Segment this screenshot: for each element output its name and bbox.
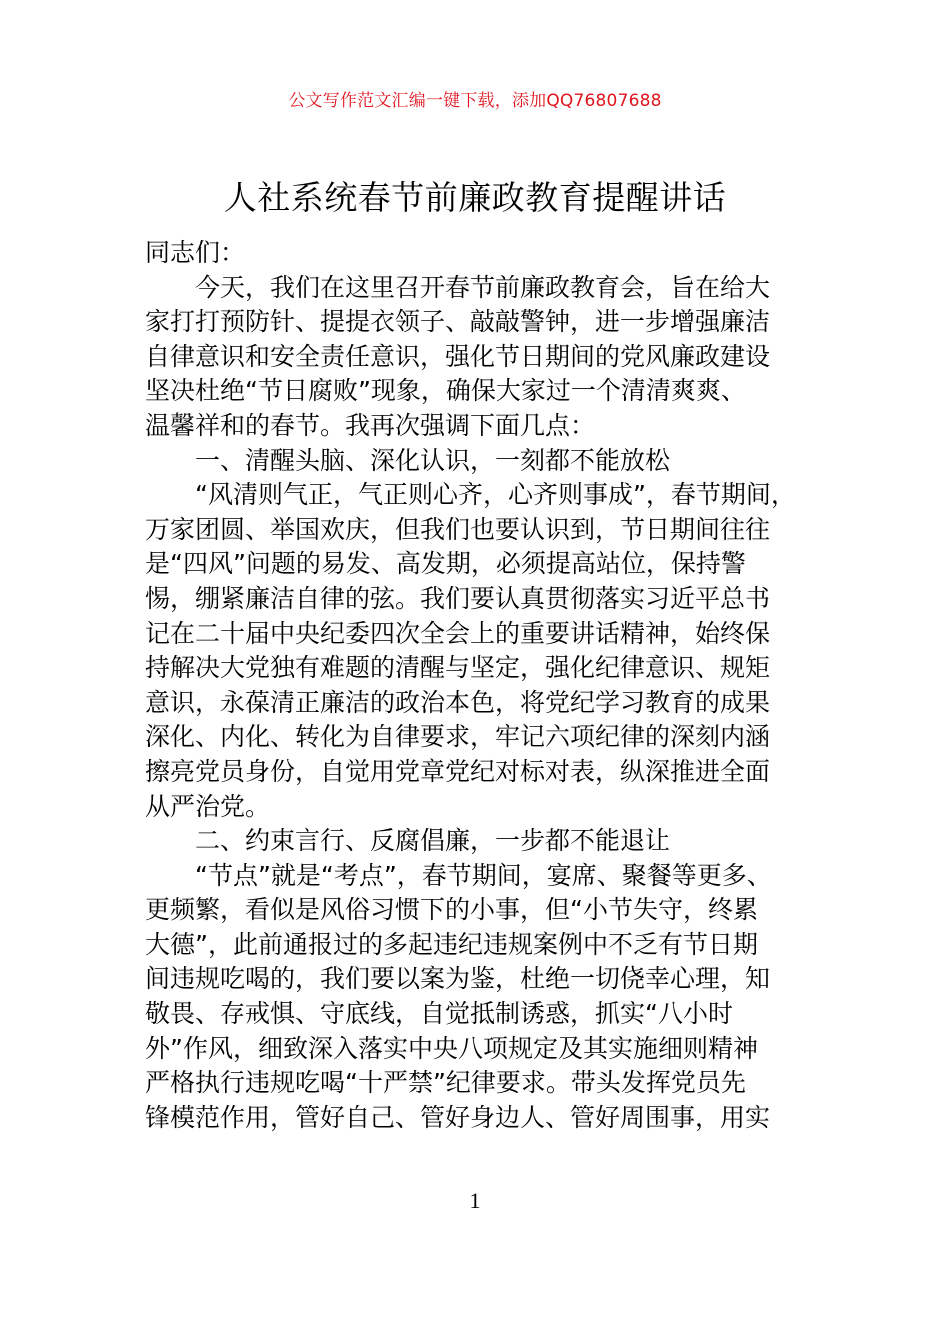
body-line: “风清则气正，气正则心齐，心齐则事成”，春节期间， (145, 480, 796, 510)
section-heading-1: 一、清醒头脑、深化认识，一刻都不能放松 (145, 445, 671, 475)
section-heading-2: 二、约束言行、反腐倡廉，一步都不能退让 (145, 826, 671, 856)
body-line: 温馨祥和的春节。我再次强调下面几点： (145, 410, 596, 440)
body-line: 坚决杜绝“节日腐败”现象，确保大家过一个清清爽爽、 (145, 376, 746, 406)
body-line: 家打打预防针、提提衣领子、敲敲警钟，进一步增强廉洁 (145, 307, 771, 337)
body-line: 惕，绷紧廉洁自律的弦。我们要认真贯彻落实习近平总书 (145, 583, 771, 613)
body-line: 自律意识和安全责任意识，强化节日期间的党风廉政建设 (145, 341, 771, 371)
body-line: 外”作风，细致深入落实中央八项规定及其实施细则精神 (145, 1033, 758, 1063)
body-line: 同志们： (145, 238, 246, 267)
body-line: 敬畏、存戒惧、守底线，自觉抵制诱惑，抓实“八小时 (145, 999, 733, 1029)
body-line: 锋模范作用，管好自己、管好身边人、管好周围事，用实 (145, 1102, 771, 1132)
body-line: 擦亮党员身份，自觉用党章党纪对标对表，纵深推进全面 (145, 756, 771, 786)
body-line: 从严治党。 (145, 791, 271, 821)
body-line: “节点”就是“考点”，春节期间，宴席、聚餐等更多、 (145, 860, 772, 890)
body-line: 大德”，此前通报过的多起违纪违规案例中不乏有节日期 (145, 929, 758, 959)
body-line: 记在二十届中央纪委四次全会上的重要讲话精神，始终保 (145, 618, 771, 648)
download-banner: 公文写作范文汇编一键下载，添加QQ76807688 (288, 91, 662, 111)
body-line: 是“四风”问题的易发、高发期，必须提高站位，保持警 (145, 549, 746, 579)
body-line: 意识，永葆清正廉洁的政治本色，将党纪学习教育的成果 (145, 687, 771, 717)
body-line: 严格执行违规吃喝“十严禁”纪律要求。带头发挥党员先 (145, 1068, 746, 1098)
body-line: 万家团圆、举国欢庆，但我们也要认识到，节日期间往往 (145, 514, 771, 544)
body-line: 今天，我们在这里召开春节前廉政教育会，旨在给大 (145, 272, 771, 302)
document-body (145, 236, 825, 1135)
page-number: 1 (469, 1188, 481, 1213)
body-line: 持解决大党独有难题的清醒与坚定，强化纪律意识、规矩 (145, 653, 771, 683)
body-line: 深化、内化、转化为自律要求，牢记六项纪律的深刻内涵 (145, 722, 771, 752)
document-title: 人社系统春节前廉政教育提醒讲话 (223, 178, 727, 217)
body-line: 更频繁，看似是风俗习惯下的小事，但“小节失守，终累 (145, 895, 758, 925)
body-line: 间违规吃喝的，我们要以案为鉴，杜绝一切侥幸心理，知 (145, 964, 771, 994)
